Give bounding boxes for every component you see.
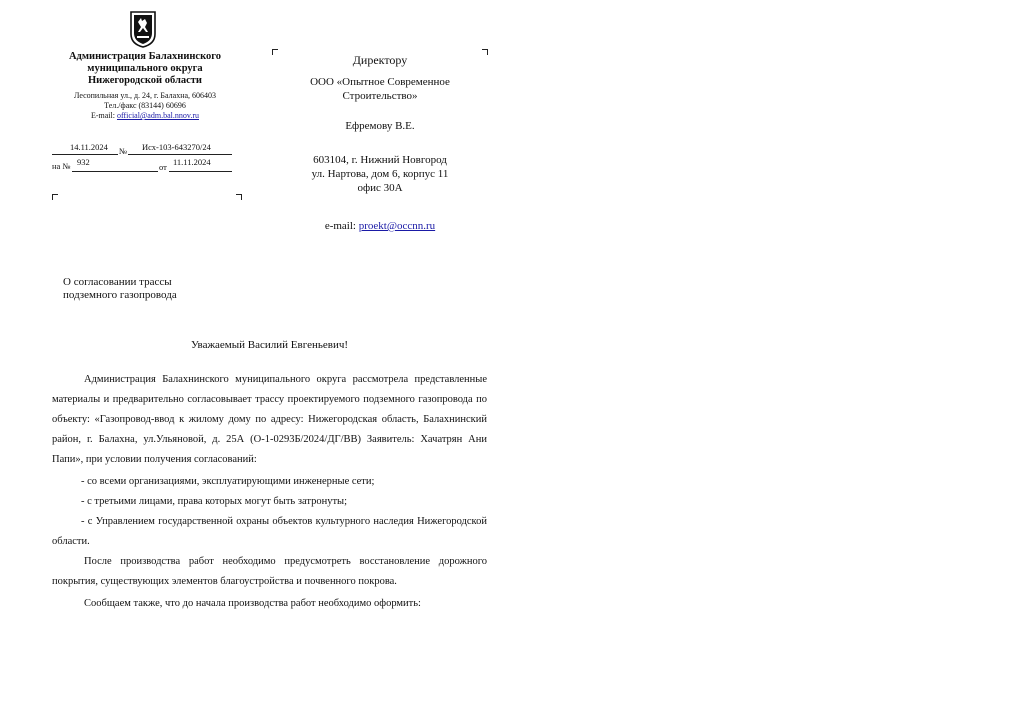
sender-organization: Администрация Балахнинского муниципального округа Нижегородской области [68, 51, 222, 86]
letter-subject: О согласовании трассы подземного газопровода [63, 276, 177, 301]
number-line [128, 154, 232, 155]
corner-mark [482, 49, 488, 55]
outgoing-date: 14.11.2024 [70, 142, 108, 152]
sender-email-link[interactable]: official@adm.bal.nnov.ru [116, 111, 199, 120]
letter-body [52, 370, 487, 614]
sender-phone: Тел./факс (83144) 60696 [104, 101, 186, 110]
ref-number: 932 [77, 157, 90, 167]
recipient-email-link[interactable]: proekt@occnn.ru [358, 220, 436, 232]
ref-from-label: от [159, 162, 167, 172]
ref-label: на № [52, 161, 71, 171]
list-item: - с Управлением государственной охраны объектов культурного наследия Нижегородской области. [52, 516, 487, 547]
recipient-email-line: e-mail: proekt@occnn.ru [324, 220, 436, 232]
recipient-position: Директору [352, 53, 408, 67]
outgoing-number: Исх-103-643270/24 [142, 142, 211, 152]
paragraph: Администрация Балахнинского муниципального округа рассмотрела представленные материалы и предварительно согласовывает трассу проектируемого подземного газопровода по объекту: «Газопровод-ввод к жилому дому по адресу: Нижегородская область, Балахнинский район, г. Балахна, ул.Ульяновой, д. 25А (О-1-0293Б/2024/ДГ/ВВ) Заявитель: Хачатрян Ани Папи», при условии получения согласований: [52, 374, 487, 465]
greeting: Уважаемый Василий Евгеньевич! [190, 339, 349, 351]
number-label: № [119, 146, 128, 156]
ref-date-line [169, 171, 232, 172]
ref-number-line [72, 171, 158, 172]
sender-email-line: E-mail: official@adm.bal.nnov.ru [90, 111, 199, 120]
corner-mark [236, 194, 242, 200]
recipient-company: ООО «Опытное Современное Строительство» [310, 76, 450, 102]
corner-mark [272, 49, 278, 55]
list-item: - со всеми организациями, эксплуатирующими инженерные сети; [81, 476, 375, 487]
paragraph: Сообщаем также, что до начала производства работ необходимо оформить: [84, 598, 421, 609]
coat-of-arms-icon [129, 10, 157, 48]
ref-date: 11.11.2024 [173, 157, 211, 167]
corner-mark [52, 194, 58, 200]
paragraph: После производства работ необходимо предусмотреть восстановление дорожного покрытия, существующих элементов благоустройства и почвенного покрова. [52, 556, 487, 587]
sender-address: Лесопильная ул., д. 24, г. Балахна, 606403 [73, 91, 217, 100]
list-item: - с третьими лицами, права которых могут быть затронуты; [81, 496, 348, 507]
recipient-name: Ефремову В.Е. [345, 120, 415, 132]
date-line [52, 154, 118, 155]
recipient-address: 603104, г. Нижний Новгород ул. Нартова, дом 6, корпус 11 офис 30А [311, 154, 449, 194]
